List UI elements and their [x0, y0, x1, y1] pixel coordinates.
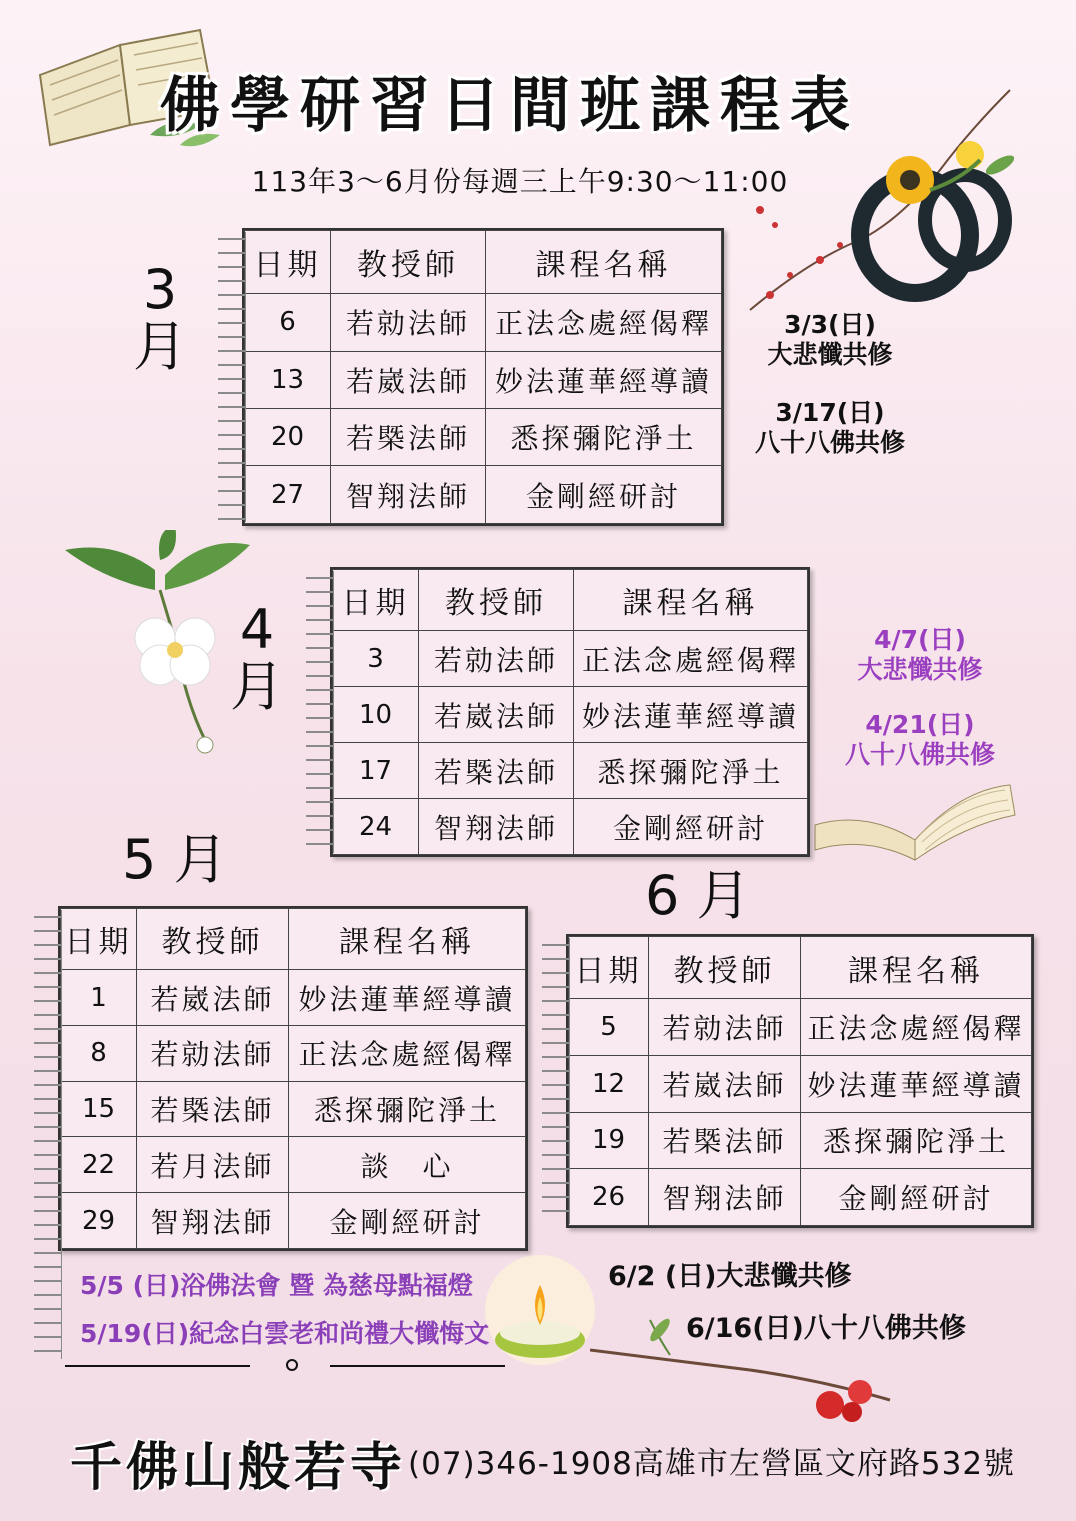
row-date: 29 — [61, 1193, 137, 1249]
header-teacher: 教授師 — [419, 570, 574, 631]
row-teacher: 若崴法師 — [649, 1055, 801, 1112]
table-header-row — [333, 570, 808, 631]
row-teacher: 若槩法師 — [137, 1081, 289, 1137]
row-teacher: 若勍法師 — [331, 294, 486, 351]
april-event-1: 4/7(日) 大悲懺共修 — [857, 625, 983, 684]
table-header-row — [569, 937, 1032, 999]
header-course: 課程名稱 — [289, 909, 526, 970]
table-row — [245, 294, 722, 351]
row-course: 妙法蓮華經導讀 — [574, 687, 808, 743]
schedule-time: 113年3～6月份每週三上午9:30～11:00 — [251, 165, 789, 198]
row-course: 悉探彌陀淨土 — [289, 1081, 526, 1137]
table-header-row — [61, 909, 526, 970]
row-teacher: 若崴法師 — [137, 970, 289, 1026]
header-date: 日期 — [61, 909, 137, 970]
header-course: 課程名稱 — [486, 231, 722, 294]
spiral-binding — [218, 232, 246, 522]
row-teacher: 若崴法師 — [419, 687, 574, 743]
row-teacher: 若勍法師 — [419, 631, 574, 687]
row-course: 悉探彌陀淨土 — [486, 409, 722, 466]
row-date: 20 — [245, 409, 331, 466]
june-event-2: 6/16(日)八十八佛共修 — [686, 1313, 966, 1344]
header-teacher: 教授師 — [331, 231, 486, 294]
table-header-row — [245, 231, 722, 294]
row-date: 26 — [569, 1169, 649, 1226]
table-row — [245, 409, 722, 466]
may-schedule-table — [58, 906, 528, 1251]
header-course: 課程名稱 — [801, 937, 1032, 999]
row-date: 12 — [569, 1055, 649, 1112]
row-course: 金剛經研討 — [574, 799, 808, 855]
row-course: 悉探彌陀淨土 — [574, 743, 808, 799]
row-date: 5 — [569, 999, 649, 1056]
table-row — [333, 687, 808, 743]
row-teacher: 智翔法師 — [419, 799, 574, 855]
row-teacher: 若槩法師 — [331, 409, 486, 466]
row-date: 8 — [61, 1025, 137, 1081]
row-course: 談 心 — [289, 1137, 526, 1193]
temple-name: 千佛山般若寺 — [70, 1437, 407, 1498]
row-date: 6 — [245, 294, 331, 351]
row-date: 22 — [61, 1137, 137, 1193]
row-course: 金剛經研討 — [486, 466, 722, 524]
table-row — [569, 1112, 1032, 1169]
header-date: 日期 — [245, 231, 331, 294]
month-label-may: 5 月 — [122, 828, 228, 891]
june-event-1: 6/2 (日)大悲懺共修 — [608, 1261, 852, 1292]
open-book-illustration — [810, 770, 1020, 865]
header-date: 日期 — [333, 570, 419, 631]
header-course: 課程名稱 — [574, 570, 808, 631]
row-date: 19 — [569, 1112, 649, 1169]
month-label-march: 3 月 — [133, 258, 187, 378]
page-title: 佛學研習日間班課程表 — [160, 71, 860, 141]
row-teacher: 若月法師 — [137, 1137, 289, 1193]
row-teacher: 若勍法師 — [649, 999, 801, 1056]
table-row — [569, 1169, 1032, 1226]
header-teacher: 教授師 — [137, 909, 289, 970]
table-row — [61, 1025, 526, 1081]
row-course: 金剛經研討 — [289, 1193, 526, 1249]
row-teacher: 若槩法師 — [419, 743, 574, 799]
table-row — [245, 466, 722, 524]
spiral-binding — [542, 938, 570, 1224]
may-event-1: 5/5 (日)浴佛法會 暨 為慈母點福燈 — [80, 1271, 473, 1300]
divider-dot — [286, 1359, 298, 1371]
header-teacher: 教授師 — [649, 937, 801, 999]
row-date: 17 — [333, 743, 419, 799]
table-row — [61, 1193, 526, 1249]
row-date: 13 — [245, 351, 331, 408]
table-row — [569, 1055, 1032, 1112]
table-row — [61, 1081, 526, 1137]
month-label-june: 6 月 — [645, 864, 751, 927]
row-teacher: 若崴法師 — [331, 351, 486, 408]
spiral-binding — [306, 571, 334, 853]
may-event-2: 5/19(日)紀念白雲老和尚禮大懺悔文 — [80, 1319, 490, 1348]
table-row — [333, 631, 808, 687]
row-date: 27 — [245, 466, 331, 524]
row-date: 1 — [61, 970, 137, 1026]
row-date: 24 — [333, 799, 419, 855]
spiral-binding — [34, 910, 62, 1359]
header-date: 日期 — [569, 937, 649, 999]
table-row — [569, 999, 1032, 1056]
temple-contact-address: (07)346-1908高雄市左營區文府路532號 — [408, 1446, 1016, 1482]
row-teacher: 若槩法師 — [649, 1112, 801, 1169]
march-event-2: 3/17(日) 八十八佛共修 — [754, 398, 905, 457]
row-course: 妙法蓮華經導讀 — [289, 970, 526, 1026]
table-row — [333, 799, 808, 855]
divider-line — [330, 1365, 505, 1367]
divider-line — [65, 1365, 250, 1367]
row-teacher: 智翔法師 — [137, 1193, 289, 1249]
april-schedule-table — [330, 567, 810, 857]
row-date: 10 — [333, 687, 419, 743]
table-row — [245, 351, 722, 408]
candle-illustration — [480, 1255, 600, 1375]
row-course: 正法念處經偈釋 — [486, 294, 722, 351]
march-schedule-table — [242, 228, 724, 526]
row-course: 悉探彌陀淨土 — [801, 1112, 1032, 1169]
row-course: 正法念處經偈釋 — [801, 999, 1032, 1056]
april-event-2: 4/21(日) 八十八佛共修 — [844, 710, 995, 769]
month-label-april: 4 月 — [230, 598, 284, 718]
row-teacher: 智翔法師 — [331, 466, 486, 524]
row-course: 妙法蓮華經導讀 — [801, 1055, 1032, 1112]
row-course: 正法念處經偈釋 — [574, 631, 808, 687]
row-date: 15 — [61, 1081, 137, 1137]
table-row — [61, 970, 526, 1026]
row-teacher: 智翔法師 — [649, 1169, 801, 1226]
row-teacher: 若勍法師 — [137, 1025, 289, 1081]
row-course: 妙法蓮華經導讀 — [486, 351, 722, 408]
march-event-1: 3/3(日) 大悲懺共修 — [767, 310, 893, 369]
row-course: 正法念處經偈釋 — [289, 1025, 526, 1081]
table-row — [61, 1137, 526, 1193]
row-course: 金剛經研討 — [801, 1169, 1032, 1226]
row-date: 3 — [333, 631, 419, 687]
june-schedule-table — [566, 934, 1034, 1228]
table-row — [333, 743, 808, 799]
